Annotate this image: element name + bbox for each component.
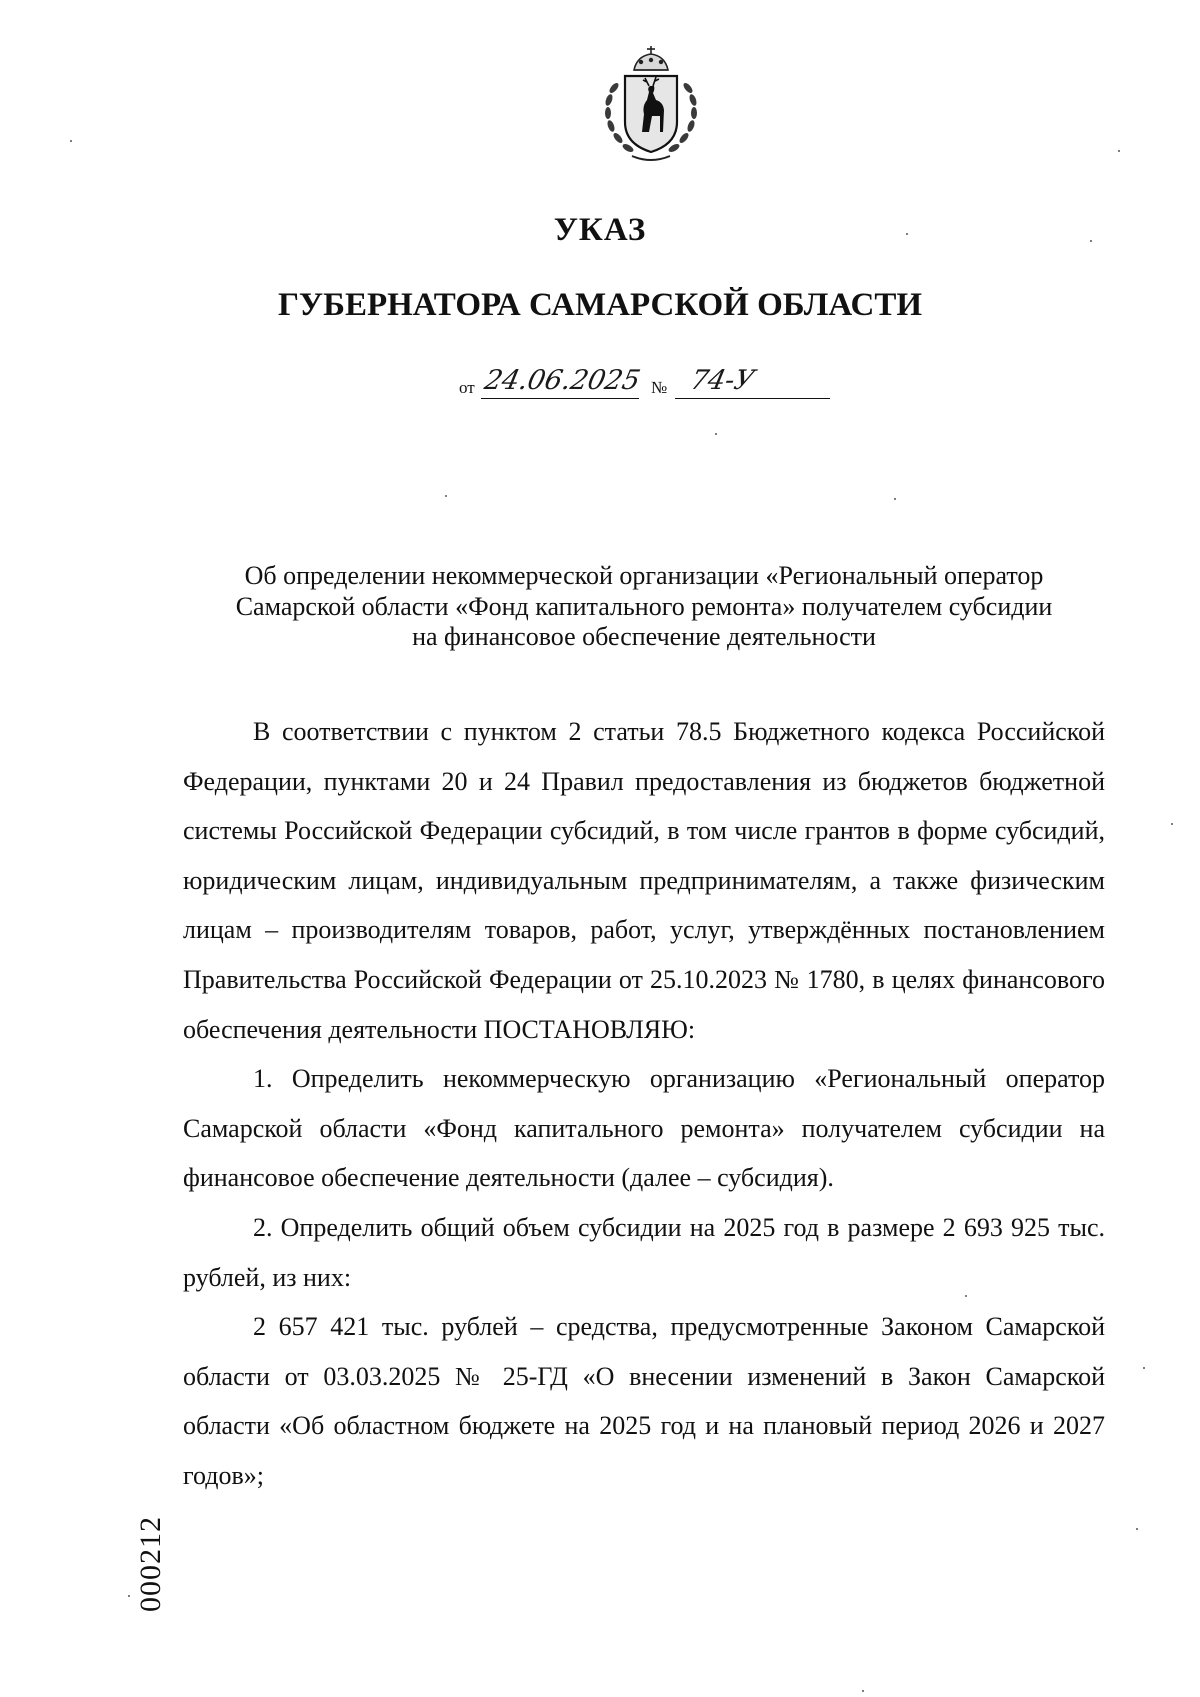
scan-speck [1090,240,1092,242]
scan-speck [715,433,717,435]
clause-1-paragraph: 1. Определить некоммерческую организацию «Региональный оператор Самарской области «Фонд капитального ремонта» получателем субсидии на финансовое обеспечение деятельности (далее – субсидия). [183,1064,1105,1193]
subject-line: Об определении некоммерческой организации «Региональный оператор [244,561,1044,590]
scan-speck [128,1595,130,1597]
document-body [183,707,1105,1501]
document-subject [160,561,1128,653]
date-label: от [459,378,475,397]
number-field [675,362,830,399]
document-type-title: УКАЗ [553,212,647,248]
handwritten-number: 74-У [687,365,758,396]
document-issuer-title: ГУБЕРНАТОРА САМАРСКОЙ ОБЛАСТИ [277,287,923,323]
scan-speck [70,140,72,142]
date-number-line [459,362,849,402]
scan-speck [965,1295,967,1297]
date-field [481,362,643,399]
scan-speck [1171,823,1173,825]
preamble-paragraph: В соответствии с пунктом 2 статьи 78.5 Бюджетного кодекса Российской Федерации, пунктами 20 и 24 Правил предоставления из бюджетов бюджетной системы Российской Федерации субсидий, в том числе грантов в форме субсидий, юридическим лицам, индивидуальным предпринимателям, а также физическим лицам – производителям товаров, работ, услуг, утверждённых постановлением Правительства Российской Федерации от 25.10.2023 № 1780, в целях финансового обеспечения деятельности ПОСТАНОВЛЯЮ: [183,717,1105,1044]
scan-speck [1136,1528,1138,1530]
scan-speck [894,498,896,500]
scan-speck [906,233,908,235]
handwritten-date: 24.06.2025 [481,365,643,396]
scan-speck [862,1690,864,1692]
scan-speck [1118,150,1120,152]
subject-line: Самарской области «Фонд капитального ремонта» получателем субсидии [235,591,1053,621]
registration-number: 000212 [134,1516,167,1612]
number-label: № [651,378,668,397]
subject-line: на финансовое обеспечение деятельности [412,622,876,651]
scan-speck [1143,1367,1145,1369]
clause-2-paragraph: 2. Определить общий объем субсидии на 2025 год в размере 2 693 925 тыс. рублей, из них: [183,1212,1105,1292]
coat-of-arms-icon [592,40,710,165]
clause-2-detail-paragraph: 2 657 421 тыс. рублей – средства, предусмотренные Законом Самарской области от 03.03.2025 № 25-ГД «О внесении изменений в Закон Самарской области «Об областном бюджете на 2025 год и на плановый период 2026 и 2027 годов»; [183,1312,1105,1490]
scan-speck [445,495,447,497]
